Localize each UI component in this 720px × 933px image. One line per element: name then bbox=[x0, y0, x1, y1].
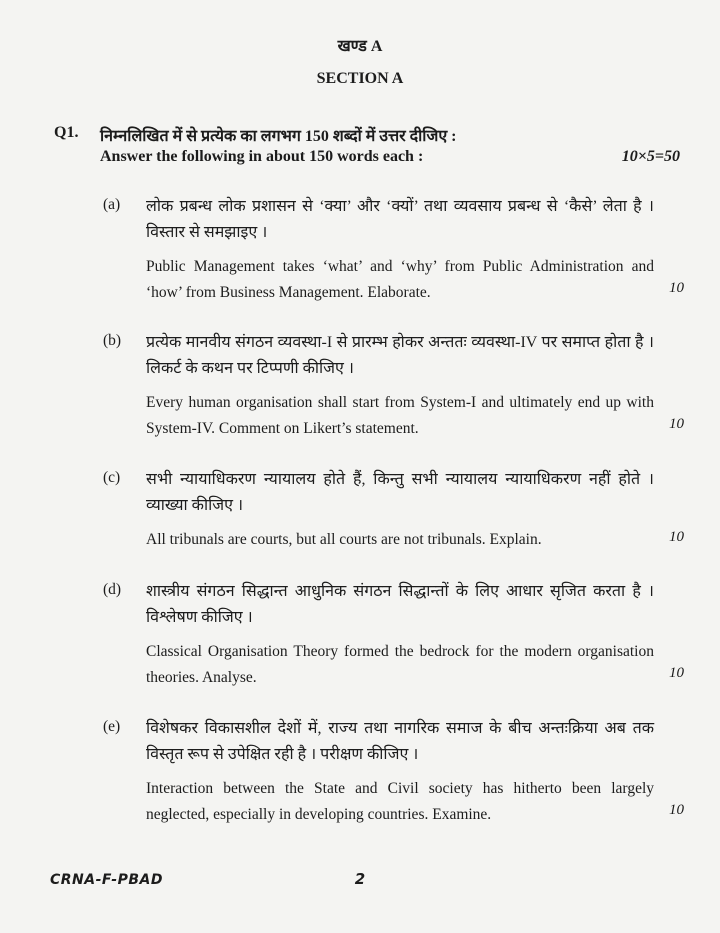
paper-code: CRNA-F-PBAD bbox=[50, 872, 163, 888]
item-text-english: Interaction between the State and Civil society has hitherto been largely neglected, especially in developing countries. Examine. bbox=[146, 780, 654, 823]
item-text-hindi: शास्त्रीय संगठन सिद्धान्त आधुनिक संगठन सिद्धान्तों के लिए आधार सृजित करता है । विश्लेषण कीजिए । bbox=[146, 583, 654, 626]
item-text-hindi: प्रत्येक मानवीय संगठन व्यवस्था-I से प्रारम्भ होकर अन्ततः व्यवस्था-IV पर समाप्त होता है । लिकर्ट के कथन पर टिप्पणी कीजिए । bbox=[146, 334, 654, 377]
item-text-english: Public Management takes ‘what’ and ‘why’ from Public Administration and ‘how’ from Business Management. Elaborate. bbox=[146, 258, 654, 301]
question-number: Q1. bbox=[54, 124, 79, 141]
item-label: (c) bbox=[103, 469, 121, 486]
item-marks: 10 bbox=[669, 280, 684, 296]
item-text-english: Classical Organisation Theory formed the bedrock for the modern organisation theories. Analyse. bbox=[146, 643, 654, 686]
item-text-hindi: लोक प्रबन्ध लोक प्रशासन से ‘क्या’ और ‘क्यों’ तथा व्यवसाय प्रबन्ध से ‘कैसे’ लेता है । विस्तार से समझाइए । bbox=[146, 198, 654, 241]
question-total-marks: 10×5=50 bbox=[621, 148, 680, 165]
item-label: (b) bbox=[103, 332, 122, 349]
item-marks: 10 bbox=[669, 802, 684, 818]
item-text-english: Every human organisation shall start from System-I and ultimately end up with System-IV. Comment on Likert’s statement. bbox=[146, 394, 654, 437]
item-label: (d) bbox=[103, 581, 122, 598]
item-marks: 10 bbox=[669, 416, 684, 432]
item-text-english: All tribunals are courts, but all courts are not tribunals. Explain. bbox=[146, 531, 542, 548]
page-number: 2 bbox=[354, 870, 366, 888]
question-instruction-hindi: निम्नलिखित में से प्रत्येक का लगभग 150 शब्दों में उत्तर दीजिए : bbox=[100, 128, 457, 145]
item-label: (a) bbox=[103, 196, 121, 213]
item-label: (e) bbox=[103, 718, 121, 735]
item-marks: 10 bbox=[669, 665, 684, 681]
item-marks: 10 bbox=[669, 529, 684, 545]
item-text-hindi: विशेषकर विकासशील देशों में, राज्य तथा नागरिक समाज के बीच अन्तःक्रिया अब तक विस्तृत रूप से उपेक्षित रही है । परीक्षण कीजिए । bbox=[146, 720, 654, 763]
section-heading-hindi: खण्ड A bbox=[337, 38, 383, 55]
item-text-hindi: सभी न्यायाधिकरण न्यायालय होते हैं, किन्तु सभी न्यायालय न्यायाधिकरण नहीं होते । व्याख्या कीजिए । bbox=[146, 471, 654, 514]
section-heading: SECTION A bbox=[316, 70, 404, 87]
question-instruction-english: Answer the following in about 150 words each : bbox=[100, 148, 424, 165]
